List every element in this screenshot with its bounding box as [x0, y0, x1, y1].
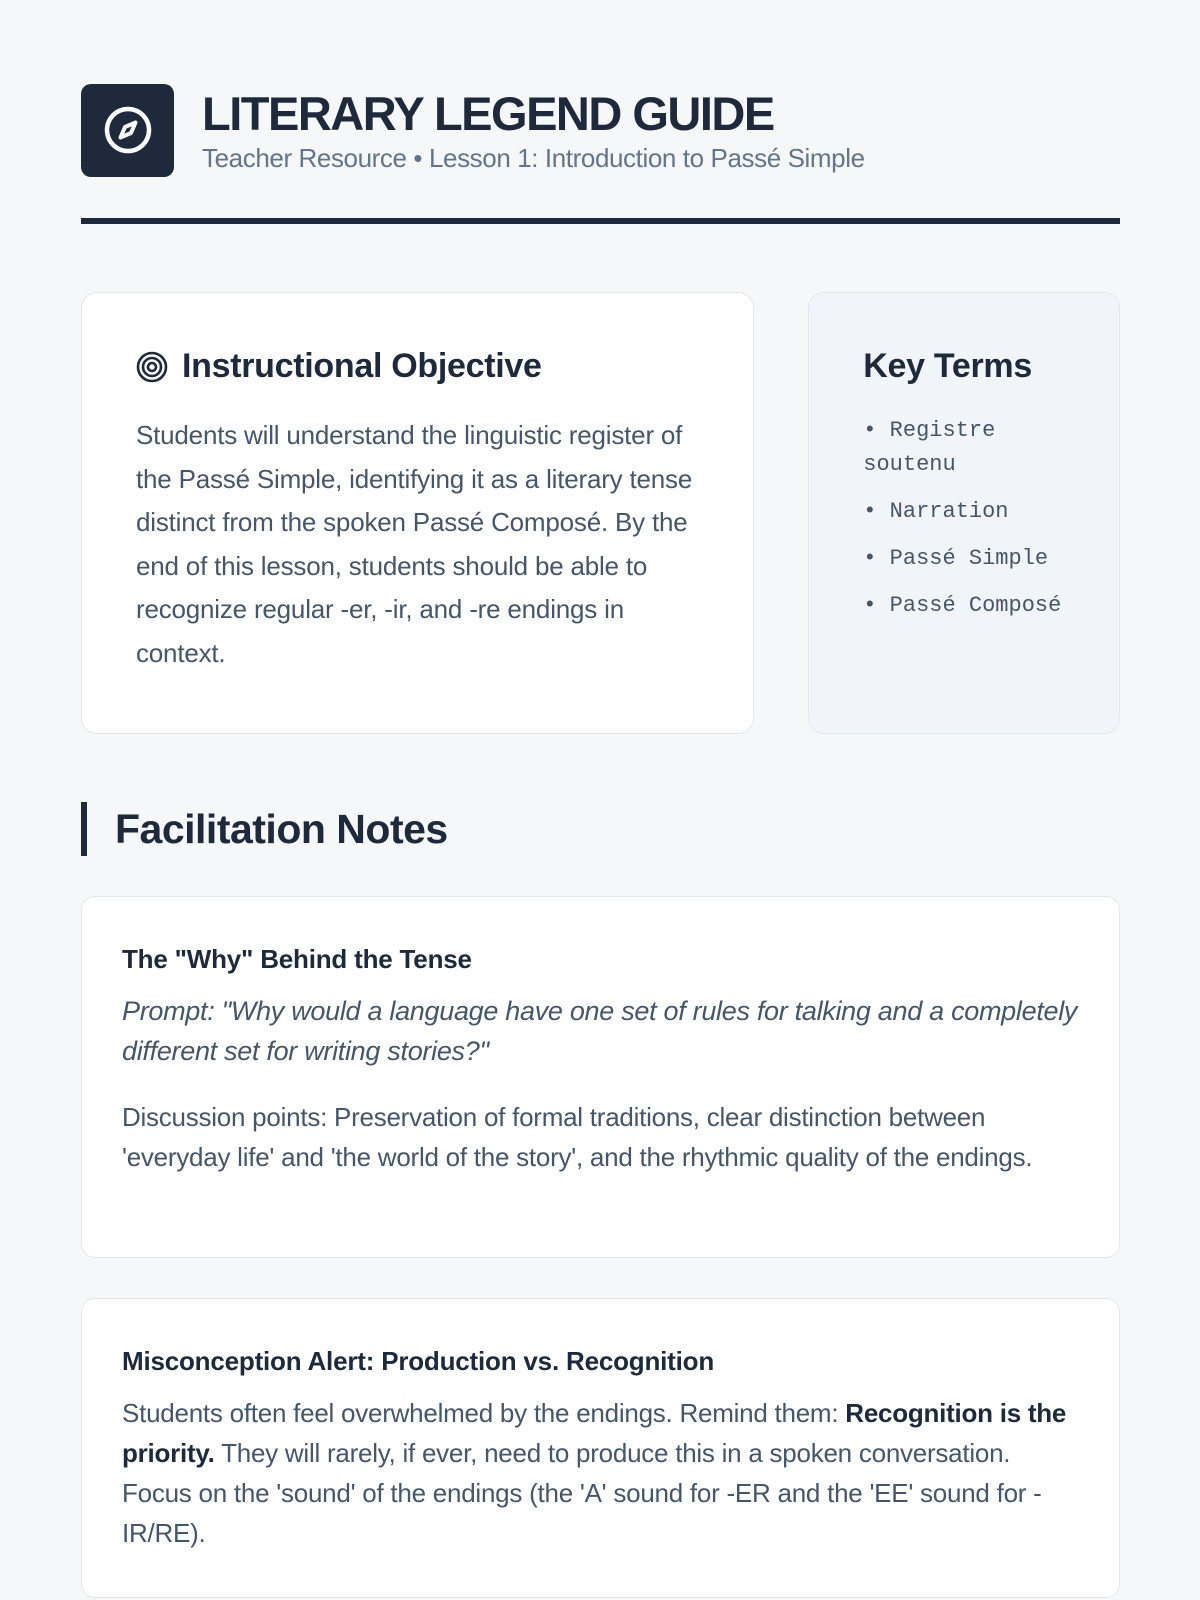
key-term-item: • Passé Composé — [863, 593, 1062, 618]
objective-text: Students will understand the linguistic register of the Passé Simple, identifying it as a literary tense distinct from the spoken Passé Composé. By the end of this lesson, students should be able to recognize regular -er, -ir, and -re endings in context. — [136, 420, 693, 668]
header — [81, 84, 1120, 176]
logo-badge — [81, 84, 174, 177]
note-card-why — [81, 896, 1120, 1258]
target-icon — [136, 351, 168, 383]
facilitation-title: Facilitation Notes — [115, 805, 448, 852]
key-term-item: • Narration — [863, 499, 1009, 524]
facilitation-header — [81, 802, 1120, 856]
note-title: The "Why" Behind the Tense — [122, 944, 472, 974]
top-row — [81, 292, 1120, 734]
key-terms-card — [808, 292, 1120, 734]
note-body-emphasis: Recognition is the priority. — [122, 1398, 1067, 1468]
key-term-item: • Passé Simple — [863, 546, 1049, 571]
key-term-item: • Registre soutenu — [863, 418, 996, 477]
key-terms-title: Key Terms — [863, 347, 1032, 385]
page-subtitle: Teacher Resource • Lesson 1: Introduction to Passé Simple — [202, 142, 865, 173]
section-accent-bar — [81, 802, 87, 856]
objective-title: Instructional Objective — [182, 347, 542, 385]
note-body-start: Students often feel overwhelmed by the endings. Remind them: — [122, 1398, 846, 1428]
objective-card — [81, 292, 754, 734]
note-prompt: Prompt: "Why would a language have one set of rules for talking and a completely different set for writing stories?" — [122, 996, 1078, 1066]
note-body — [122, 1393, 1079, 1553]
compass-icon — [103, 105, 153, 155]
note-title: Misconception Alert: Production vs. Recognition — [122, 1346, 715, 1376]
key-terms-list — [863, 414, 1079, 623]
note-card-misconception — [81, 1298, 1120, 1598]
objective-header — [136, 347, 699, 386]
header-text — [202, 87, 865, 174]
note-body: Discussion points: Preservation of formal traditions, clear distinction between 'everyday life' and 'the world of the story', and the rhythmic quality of the endings. — [122, 1102, 1033, 1172]
header-divider — [81, 218, 1120, 224]
page-title: LITERARY LEGEND GUIDE — [202, 86, 774, 140]
note-body-end: They will rarely, if ever, need to produce this in a spoken conversation. Focus on the 'sound' of the endings (the 'A' sound for -ER and the 'EE' sound for -IR/RE). — [122, 1438, 1042, 1548]
